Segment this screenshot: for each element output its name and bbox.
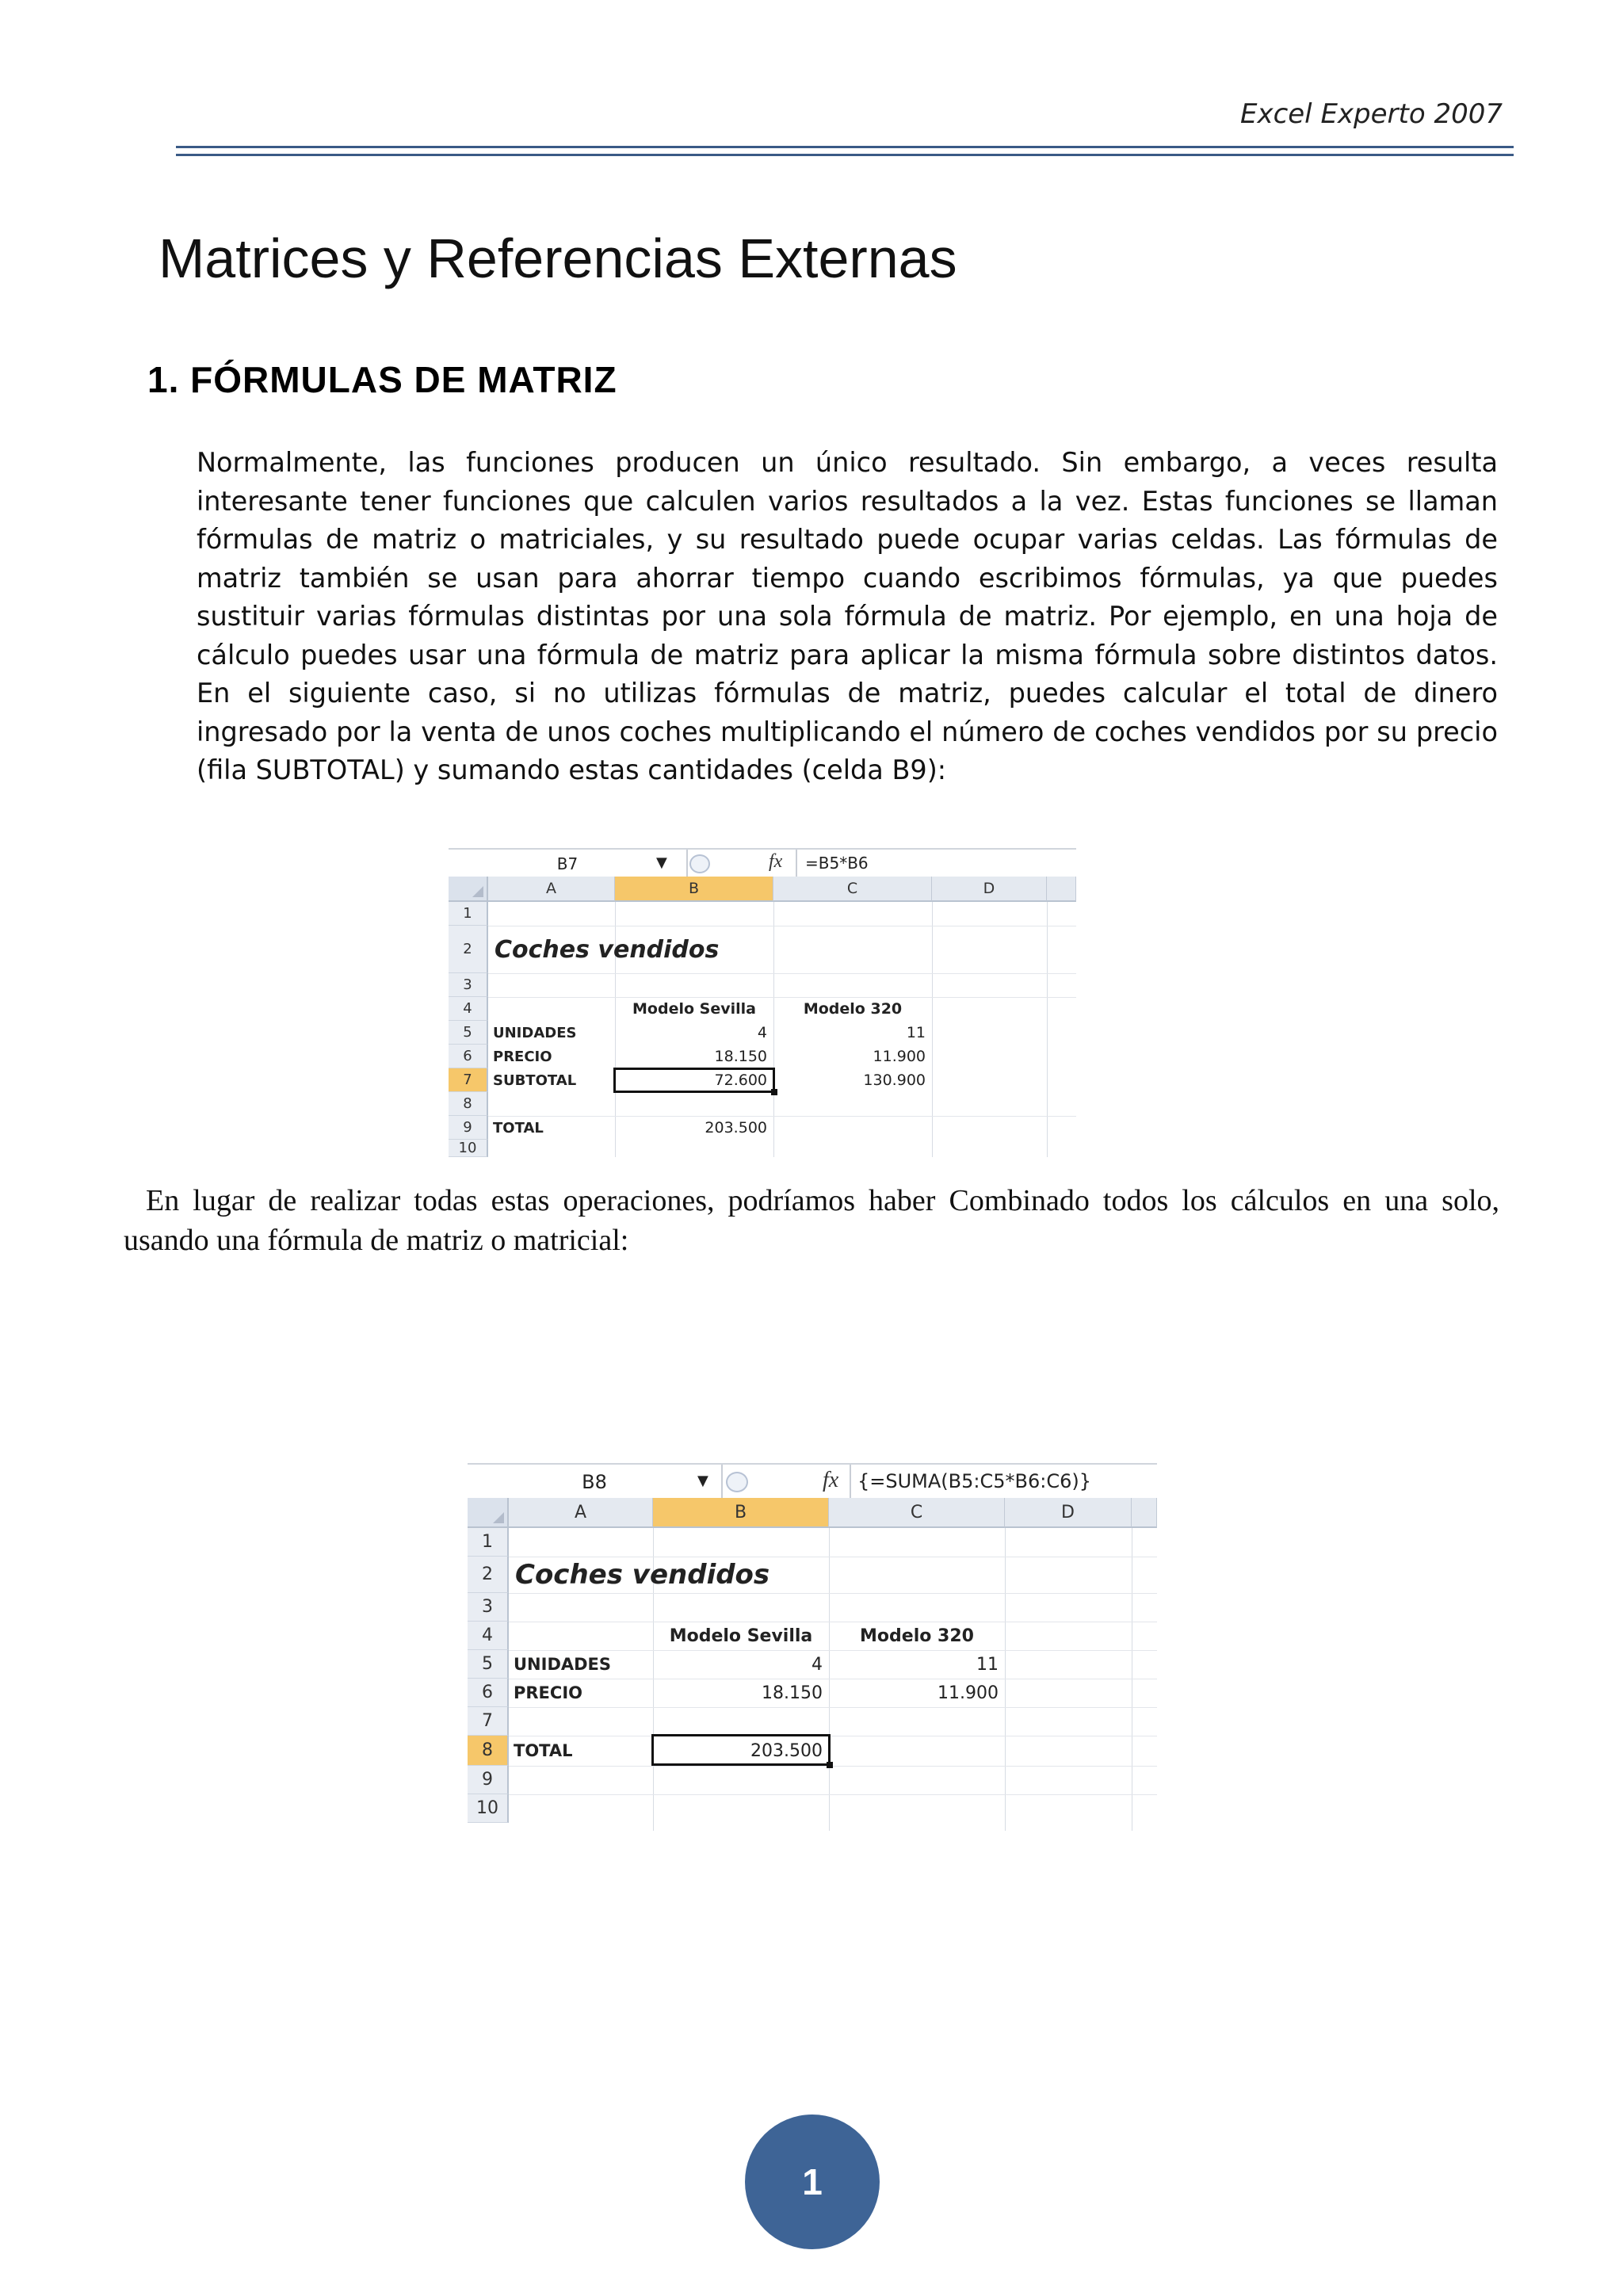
- formula-text: {=SUMA(B5:C5*B6:C6)}: [857, 1470, 1091, 1492]
- column-header-c: C: [829, 1498, 1005, 1528]
- cell-a7: SUBTOTAL: [493, 1072, 577, 1089]
- formula-bar: [468, 1463, 1157, 1501]
- running-title: Excel Experto 2007: [1239, 98, 1503, 130]
- column-header-a: A: [509, 1498, 653, 1528]
- formula-bar-resize-icon: [689, 854, 710, 873]
- document-title: Matrices y Referencias Externas: [158, 227, 957, 289]
- cell-b5: 4: [812, 1654, 823, 1675]
- row-header-8: 8: [449, 1092, 488, 1116]
- cell-b6: 18.150: [762, 1683, 823, 1703]
- insert-function-icon: fx: [769, 851, 783, 872]
- cell-c6: 11.900: [873, 1048, 926, 1065]
- second-paragraph: En lugar de realizar todas estas operaciones, podríamos haber Combinado todos los cálculos en una solo, usando una fórmula de matriz o matricial:: [124, 1184, 1499, 1257]
- row-header-1: 1: [449, 902, 488, 926]
- formula-bar-resize-icon: [726, 1472, 748, 1492]
- section-heading: 1. FÓRMULAS DE MATRIZ: [147, 359, 617, 400]
- intro-paragraph: Normalmente, las funciones producen un único resultado. Sin embargo, a veces resulta interesante tener funciones que calculen varios resultados a la vez. Estas funciones se llaman fórmulas de matriz o matriciales, y su resultado puede ocupar varias celdas. Las fórmulas de matriz también se usan para ahorrar tiempo cuando escribimos fórmulas, ya que puedes sustituir varias fórmulas distintas por una sola fórmula de matriz. Por ejemplo, en una hoja de cálculo puedes usar una fórmula de matriz para aplicar la misma fórmula sobre distintos datos. En el siguiente caso, si no utilizas fórmulas de matriz, puedes calcular el total de dinero ingresado por la venta de unos coches multiplicando el número de coches vendidos por su precio (fila SUBTOTAL) y sumando estas cantidades (celda B9):: [197, 447, 1498, 785]
- row-header-2: 2: [449, 926, 488, 973]
- column-header-b: B: [653, 1498, 829, 1528]
- select-all-corner: [468, 1498, 509, 1528]
- row-header-10: 10: [449, 1140, 488, 1157]
- row-header-6: 6: [468, 1679, 509, 1707]
- row-header-1: 1: [468, 1528, 509, 1557]
- cell-a6: PRECIO: [514, 1683, 582, 1702]
- row-header-5: 5: [468, 1650, 509, 1679]
- insert-function-icon: fx: [823, 1468, 839, 1492]
- row-header-3: 3: [468, 1593, 509, 1622]
- active-cell-b8: [651, 1734, 831, 1766]
- name-box-dropdown-icon: ▼: [656, 854, 667, 871]
- column-header-d: D: [1005, 1498, 1132, 1528]
- cell-b6: 18.150: [714, 1048, 767, 1065]
- cell-a5: UNIDADES: [493, 1024, 577, 1041]
- row-header-7: 7: [449, 1068, 488, 1092]
- row-header-8: 8: [468, 1736, 509, 1766]
- select-all-corner: [449, 877, 488, 902]
- active-cell-b7: [613, 1068, 775, 1093]
- row-header-9: 9: [449, 1116, 488, 1140]
- row-header-9: 9: [468, 1766, 509, 1794]
- row-header-6: 6: [449, 1045, 488, 1068]
- cell-b5: 4: [757, 1024, 767, 1041]
- name-box-value: B7: [556, 854, 579, 873]
- cell-b9: 203.500: [705, 1119, 767, 1137]
- cell-a2-title: Coches vendidos: [515, 1559, 770, 1591]
- cell-b4: Modelo Sevilla: [669, 1626, 813, 1646]
- name-box: [468, 1465, 723, 1499]
- name-box-value: B8: [582, 1471, 607, 1493]
- cell-c4: Modelo 320: [803, 1000, 903, 1018]
- cell-a2-title: Coches vendidos: [495, 935, 720, 964]
- cell-a8: TOTAL: [514, 1741, 573, 1760]
- cell-a6: PRECIO: [493, 1048, 552, 1065]
- formula-text: =B5*B6: [805, 854, 869, 873]
- page-number-badge: [745, 2115, 880, 2249]
- cell-c6: 11.900: [938, 1683, 999, 1703]
- spreadsheet-screenshot-2: [468, 1463, 1157, 1831]
- row-header-3: 3: [449, 973, 488, 997]
- name-box-dropdown-icon: ▼: [697, 1473, 708, 1489]
- header-rule-bottom: [176, 154, 1514, 156]
- cell-a9: TOTAL: [493, 1119, 544, 1137]
- cell-c4: Modelo 320: [860, 1626, 974, 1646]
- cell-b7: 72.600: [714, 1072, 767, 1089]
- cell-b4: Modelo Sevilla: [632, 1000, 756, 1018]
- formula-bar: [449, 848, 1076, 880]
- name-box: [449, 850, 688, 878]
- page-number: 1: [802, 2161, 823, 2202]
- column-header-e: [1047, 877, 1076, 902]
- row-header-10: 10: [468, 1794, 509, 1823]
- row-header-7: 7: [468, 1707, 509, 1736]
- cell-b8: 203.500: [750, 1740, 823, 1761]
- column-header-d: D: [932, 877, 1047, 902]
- column-header-b: B: [615, 877, 773, 902]
- row-header-4: 4: [468, 1622, 509, 1650]
- column-header-c: C: [773, 877, 932, 902]
- spreadsheet-screenshot-1: [449, 848, 1076, 1157]
- header-rule-top: [176, 146, 1514, 148]
- row-header-4: 4: [449, 997, 488, 1021]
- row-header-5: 5: [449, 1021, 488, 1045]
- cell-c5: 11: [976, 1654, 999, 1675]
- cell-a5: UNIDADES: [514, 1655, 612, 1674]
- cell-c5: 11: [906, 1024, 926, 1041]
- column-header-e: [1132, 1498, 1157, 1528]
- row-header-2: 2: [468, 1557, 509, 1593]
- column-header-a: A: [488, 877, 615, 902]
- cell-c7: 130.900: [863, 1072, 926, 1089]
